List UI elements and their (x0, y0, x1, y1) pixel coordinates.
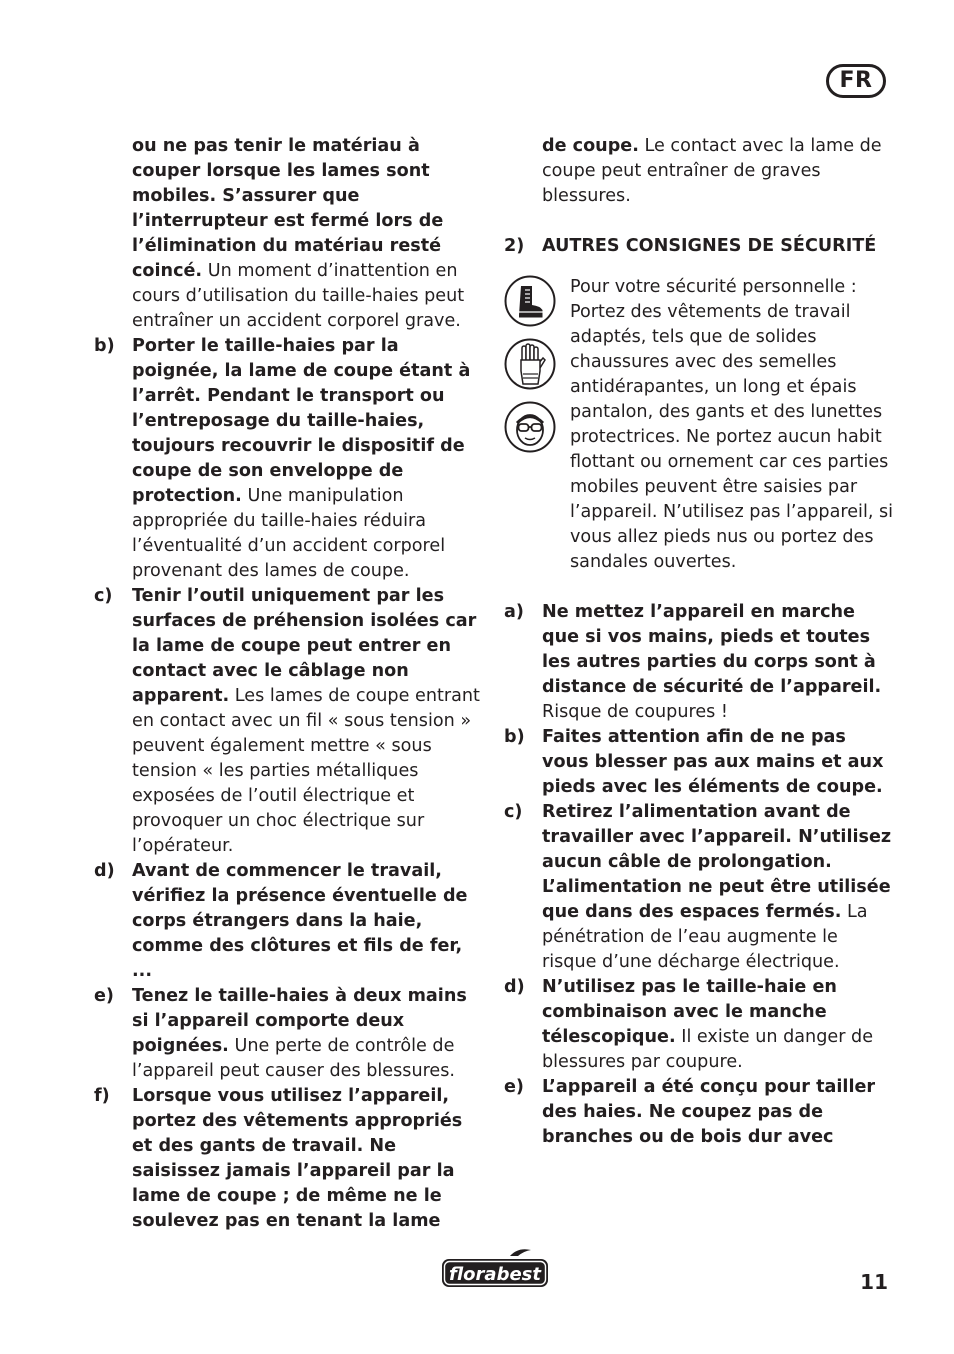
item-text: La pénétration de l’eau augmente le risque d’une décharge électrique. (542, 902, 868, 972)
left-item-d (94, 859, 486, 984)
continuation-bold: de coupe. (542, 136, 639, 156)
intro-text: Un moment d’inattention en cours d’utilisation du taille-haies peut entraîner un accident corporel grave. (132, 261, 465, 331)
continuation-text: Le contact avec la lame de coupe peut entraîner de graves blessures. (542, 136, 882, 206)
item-bold: N’utilisez pas le taille-haie en combinaison avec le manche télescopique. (542, 977, 837, 1047)
right-item-b (504, 725, 896, 800)
language-badge: FR (826, 64, 886, 98)
section-title: AUTRES CONSIGNES DE SÉCURITÉ (542, 236, 877, 256)
continuation-paragraph (504, 134, 896, 209)
left-column (94, 134, 486, 1234)
brand-logo (438, 1246, 552, 1294)
safety-goggles-icon (504, 401, 556, 453)
item-text: Il existe un danger de blessures par coupure. (542, 1027, 874, 1072)
right-item-d (504, 975, 896, 1075)
ppe-block (504, 275, 896, 575)
left-item-f (94, 1084, 486, 1234)
item-text: Une perte de contrôle de l’appareil peut causer des blessures. (132, 1036, 456, 1081)
spacer (504, 575, 896, 600)
right-item-a (504, 600, 896, 725)
item-text: Risque de coupures ! (542, 702, 728, 722)
item-bold: L’appareil a été conçu pour tailler des haies. Ne coupez pas de branches ou de bois dur avec (542, 1077, 876, 1147)
item-label: e) (504, 1077, 524, 1097)
item-label: b) (94, 336, 115, 356)
left-item-e (94, 984, 486, 1084)
intro-bold: ou ne pas tenir le matériau à couper lorsque les lames sont mobiles. S’assurer que l’interrupteur est fermé lors de l’élimination du matériau resté coincé. (132, 136, 444, 281)
item-label: c) (94, 586, 113, 606)
work-glove-icon (504, 338, 556, 390)
item-bold: Faites attention afin de ne pas vous blesser pas aux mains et aux pieds avec les éléments de coupe. (542, 727, 884, 797)
right-item-c (504, 800, 896, 975)
item-text: Les lames de coupe entrant en contact avec un fil « sous tension » peuvent également mettre « sous tension « les parties métalliques exposées de l’outil électrique et provoquer un choc électrique sur l’opérateur. (132, 686, 480, 856)
item-label: f) (94, 1086, 110, 1106)
section-heading (504, 234, 896, 259)
right-item-e (504, 1075, 896, 1150)
item-bold: Porter le taille-haies par la poignée, la lame de coupe étant à l’arrêt. Pendant le transport ou l’entreposage du taille-haies, toujours recouvrir le dispositif de coupe de son enveloppe de protection. (132, 336, 471, 506)
right-column (504, 134, 896, 1150)
item-label: a) (504, 602, 524, 622)
item-bold: Tenir l’outil uniquement par les surfaces de préhension isolées car la lame de coupe peut entrer en contact avec le câblage non apparent. (132, 586, 477, 706)
ppe-text: Pour votre sécurité personnelle : Portez des vêtements de travail adaptés, tels que de solides chaussures avec des semelles antidérapantes, un long et épais pantalon, des gants et des lunettes protectrices. Ne portez aucun habit flottant ou ornement car ces parties mobiles peuvent être saisies par l’appareil. N’utilisez pas l’appareil, si vous allez pieds nus ou portez des sandales ouvertes. (570, 277, 894, 572)
section-number: 2) (504, 236, 525, 256)
item-label: d) (504, 977, 525, 997)
safety-boot-icon (504, 275, 556, 327)
left-item-c (94, 584, 486, 859)
florabest-logo (438, 1246, 552, 1290)
item-text: Une manipulation appropriée du taille-haies réduira l’éventualité d’un accident corporel provenant des lames de coupe. (132, 486, 446, 581)
item-bold: Lorsque vous utilisez l’appareil, portez des vêtements appropriés et des gants de travail. Ne saisissez jamais l’appareil par la lame de coupe ; de même ne le soulevez pas en tenant la lame (132, 1086, 463, 1231)
item-label: b) (504, 727, 525, 747)
page-number: 11 (860, 1270, 888, 1294)
intro-paragraph (94, 134, 486, 334)
brand-name: florabest (449, 1264, 541, 1285)
item-bold: Ne mettez l’appareil en marche que si vos mains, pieds et toutes les autres parties du corps sont à distance de sécurité de l’appareil. (542, 602, 882, 697)
item-bold: Retirez l’alimentation avant de travailler avec l’appareil. N’utilisez aucun câble de prolongation. L’alimentation ne peut être utilisée que dans des espaces fermés. (542, 802, 892, 922)
spacer (504, 209, 896, 234)
item-label: d) (94, 861, 115, 881)
ppe-icons (504, 275, 556, 464)
left-item-b (94, 334, 486, 584)
item-label: e) (94, 986, 114, 1006)
item-label: c) (504, 802, 523, 822)
item-bold: Tenez le taille-haies à deux mains si l’appareil comporte deux poignées. (132, 986, 467, 1056)
item-bold: Avant de commencer le travail, vérifiez la présence éventuelle de corps étrangers dans la haie, comme des clôtures et fils de fer, ... (132, 861, 468, 981)
